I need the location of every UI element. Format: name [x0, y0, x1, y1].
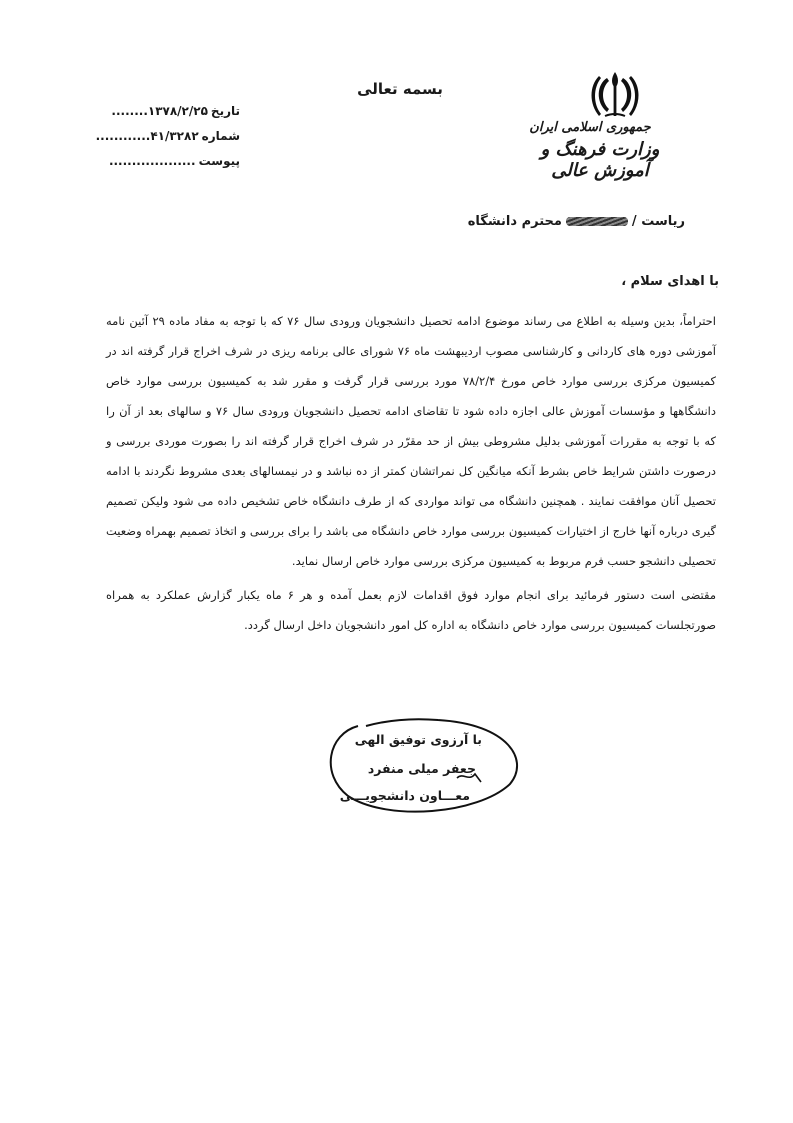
iran-emblem-icon [560, 68, 670, 120]
attachment-value: ................... [108, 154, 196, 168]
number-row [70, 129, 240, 154]
ministry-logotype [520, 120, 680, 181]
date-row [70, 104, 240, 129]
signature-scribble [455, 768, 485, 788]
signatory-title: معـــاون دانشجویـــی [339, 788, 470, 803]
letter-meta [70, 104, 240, 179]
closing-wish: با آرزوی توفیق الهی [354, 732, 482, 747]
addressee-suffix: محترم دانشگاه [467, 214, 562, 229]
redaction-mark [566, 217, 628, 226]
body-paragraph-2: مقتضی است دستور فرمائید برای انجام موارد فوق اقدامات لازم بعمل آمده و هر ۶ ماه یکبار گزارش عملکرد به همراه صورتجلسات کمیسیون بررسی موارد خاص دانشگاه به اداره کل امور دانشجویان داخل ارسال گردد. [106, 588, 717, 632]
ministry-line: وزارت فرهنگ و آموزش عالی [540, 139, 660, 181]
bismillah-heading: بسمه تعالی [357, 80, 443, 98]
addressee-line [468, 214, 685, 229]
signatory-name: جعفر میلی منفرد [367, 761, 476, 776]
date-value: ۱۳۷۸/۲/۲۵........ [111, 104, 208, 118]
attachment-row [70, 154, 240, 179]
addressee-prefix: ریاست / [631, 214, 685, 229]
date-label: تاریخ [210, 104, 240, 118]
republic-line: جمهوری اسلامی ایران [529, 120, 651, 135]
number-value: ۴۱/۳۲۸۲............ [95, 129, 199, 143]
body-paragraph-1: احتراماً، بدین وسیله به اطلاع می رساند موضوع ادامه تحصیل دانشجویان ورودی سال ۷۶ که با توجه به مفاد ماده ۲۹ آئین نامه آموزشی دوره های کاردانی و کارشناسی مصوب اردیبهشت ماه ۷۶ شورای عالی برنامه ریزی در شرف اخراج قرار گرفته اند در کمیسیون مرکزی بررسی موارد خاص مورخ ۷۸/۲/۴ مورد بررسی قرار گرفت و مقرر شد به کمیسیون بررسی موارد خاص دانشگاهها و مؤسسات آموزش عالی اجازه داده شود تا تقاضای ادامه تحصیل دانشجویان ورودی سال ۷۶ و سالهای بعد از آن را که با توجه به مقررات آموزشی بدلیل مشروطی بیش از حد مقرّر در شرف اخراج قرار گرفته اند را بصورت موردی بررسی و درصورت داشتن شرایط خاص بشرط آنکه میانگین کل نمراتشان کمتر از ده نباشد و در نیمسالهای بعدی مشروط نگردند با ادامه تحصیل آنان موافقت نمایند . همچنین دانشگاه می تواند مواردی که از طرف دانشگاه خاص تشخیص داده می شود ولیکن تصمیم گیری درباره آنها خارج از اختیارات کمیسیون بررسی موارد خاص دانشگاه می باشد را برای بررسی و اتخاذ تصمیم بهمراه وضعیت تحصیلی دانشجو حسب فرم مربوط به کمیسیون مرکزی بررسی موارد خاص ارسال نماید. [106, 314, 716, 568]
attachment-label: پیوست [198, 154, 240, 168]
greeting: با اهدای سلام ، [621, 274, 719, 289]
number-label: شماره [201, 129, 240, 143]
letter-body [106, 306, 716, 640]
